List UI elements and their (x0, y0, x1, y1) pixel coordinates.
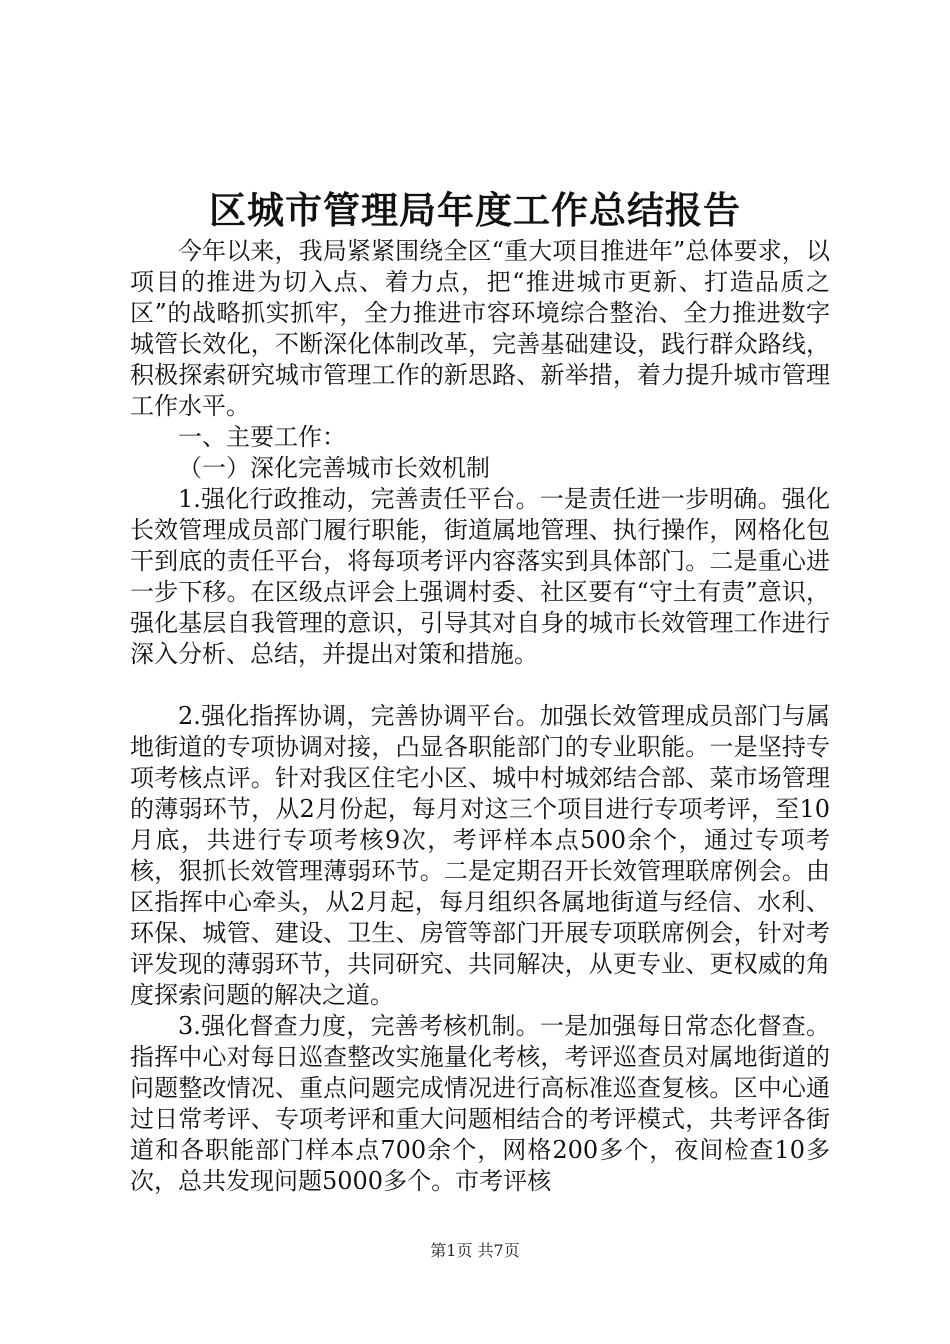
document-body (130, 236, 830, 1197)
item-paragraph-2: 2.强化指挥协调，完善协调平台。加强长效管理成员部门与属地街道的专项协调对接，凸显各职能部门的专业职能。一是坚持专项考核点评。针对我区住宅小区、城中村城郊结合部、菜市场管理的薄弱环节，从2月份起，每月对这三个项目进行专项考评，至10月底，共进行专项考核9次，考评样本点500余个，通过专项考核，狠抓长效管理薄弱环节。二是定期召开长效管理联席例会。由区指挥中心牵头，从2月起，每月组织各属地街道与经信、水利、环保、城管、建设、卫生、房管等部门开展专项联席例会，针对考评发现的薄弱环节，共同研究、共同解决，从更专业、更权威的角度探索问题的解决之道。 (130, 702, 830, 1009)
section-heading: 一、主要工作： (178, 423, 346, 451)
intro-paragraph: 今年以来，我局紧紧围绕全区“重大项目推进年”总体要求，以项目的推进为切入点、着力点，把“推进城市更新、打造品质之区”的战略抓实抓牢，全力推进市容环境综合整治、全力推进数字城管长效化，不断深化体制改革，完善基础建设，践行群众路线，积极探索研究城市管理工作的新思路、新举措，着力提升城市管理工作水平。 (130, 237, 830, 420)
page-number-footer: 第1页 共7页 (430, 1241, 520, 1260)
subsection-heading: （一）深化完善城市长效机制 (178, 454, 490, 482)
item-paragraph-3: 3.强化督查力度，完善考核机制。一是加强每日常态化督查。指挥中心对每日巡查整改实施量化考核，考评巡查员对属地街道的问题整改情况、重点问题完成情况进行高标准巡查复核。区中心通过日常考评、专项考评和重大问题相结合的考评模式，共考评各街道和各职能部门样本点700余个，网格200多个，夜间检查10多次，总共发现问题5000多个。市考评核 (130, 1012, 830, 1195)
document-title: 区城市管理局年度工作总结报告 (209, 188, 741, 232)
item-paragraph-1: 1.强化行政推动，完善责任平台。一是责任进一步明确。强化长效管理成员部门履行职能，街道属地管理、执行操作，网格化包干到底的责任平台，将每项考评内容落实到具体部门。二是重心进一步下移。在区级点评会上强调村委、社区要有“守土有责”意识，强化基层自我管理的意识，引导其对自身的城市长效管理工作进行深入分析、总结，并提出对策和措施。 (130, 485, 830, 668)
